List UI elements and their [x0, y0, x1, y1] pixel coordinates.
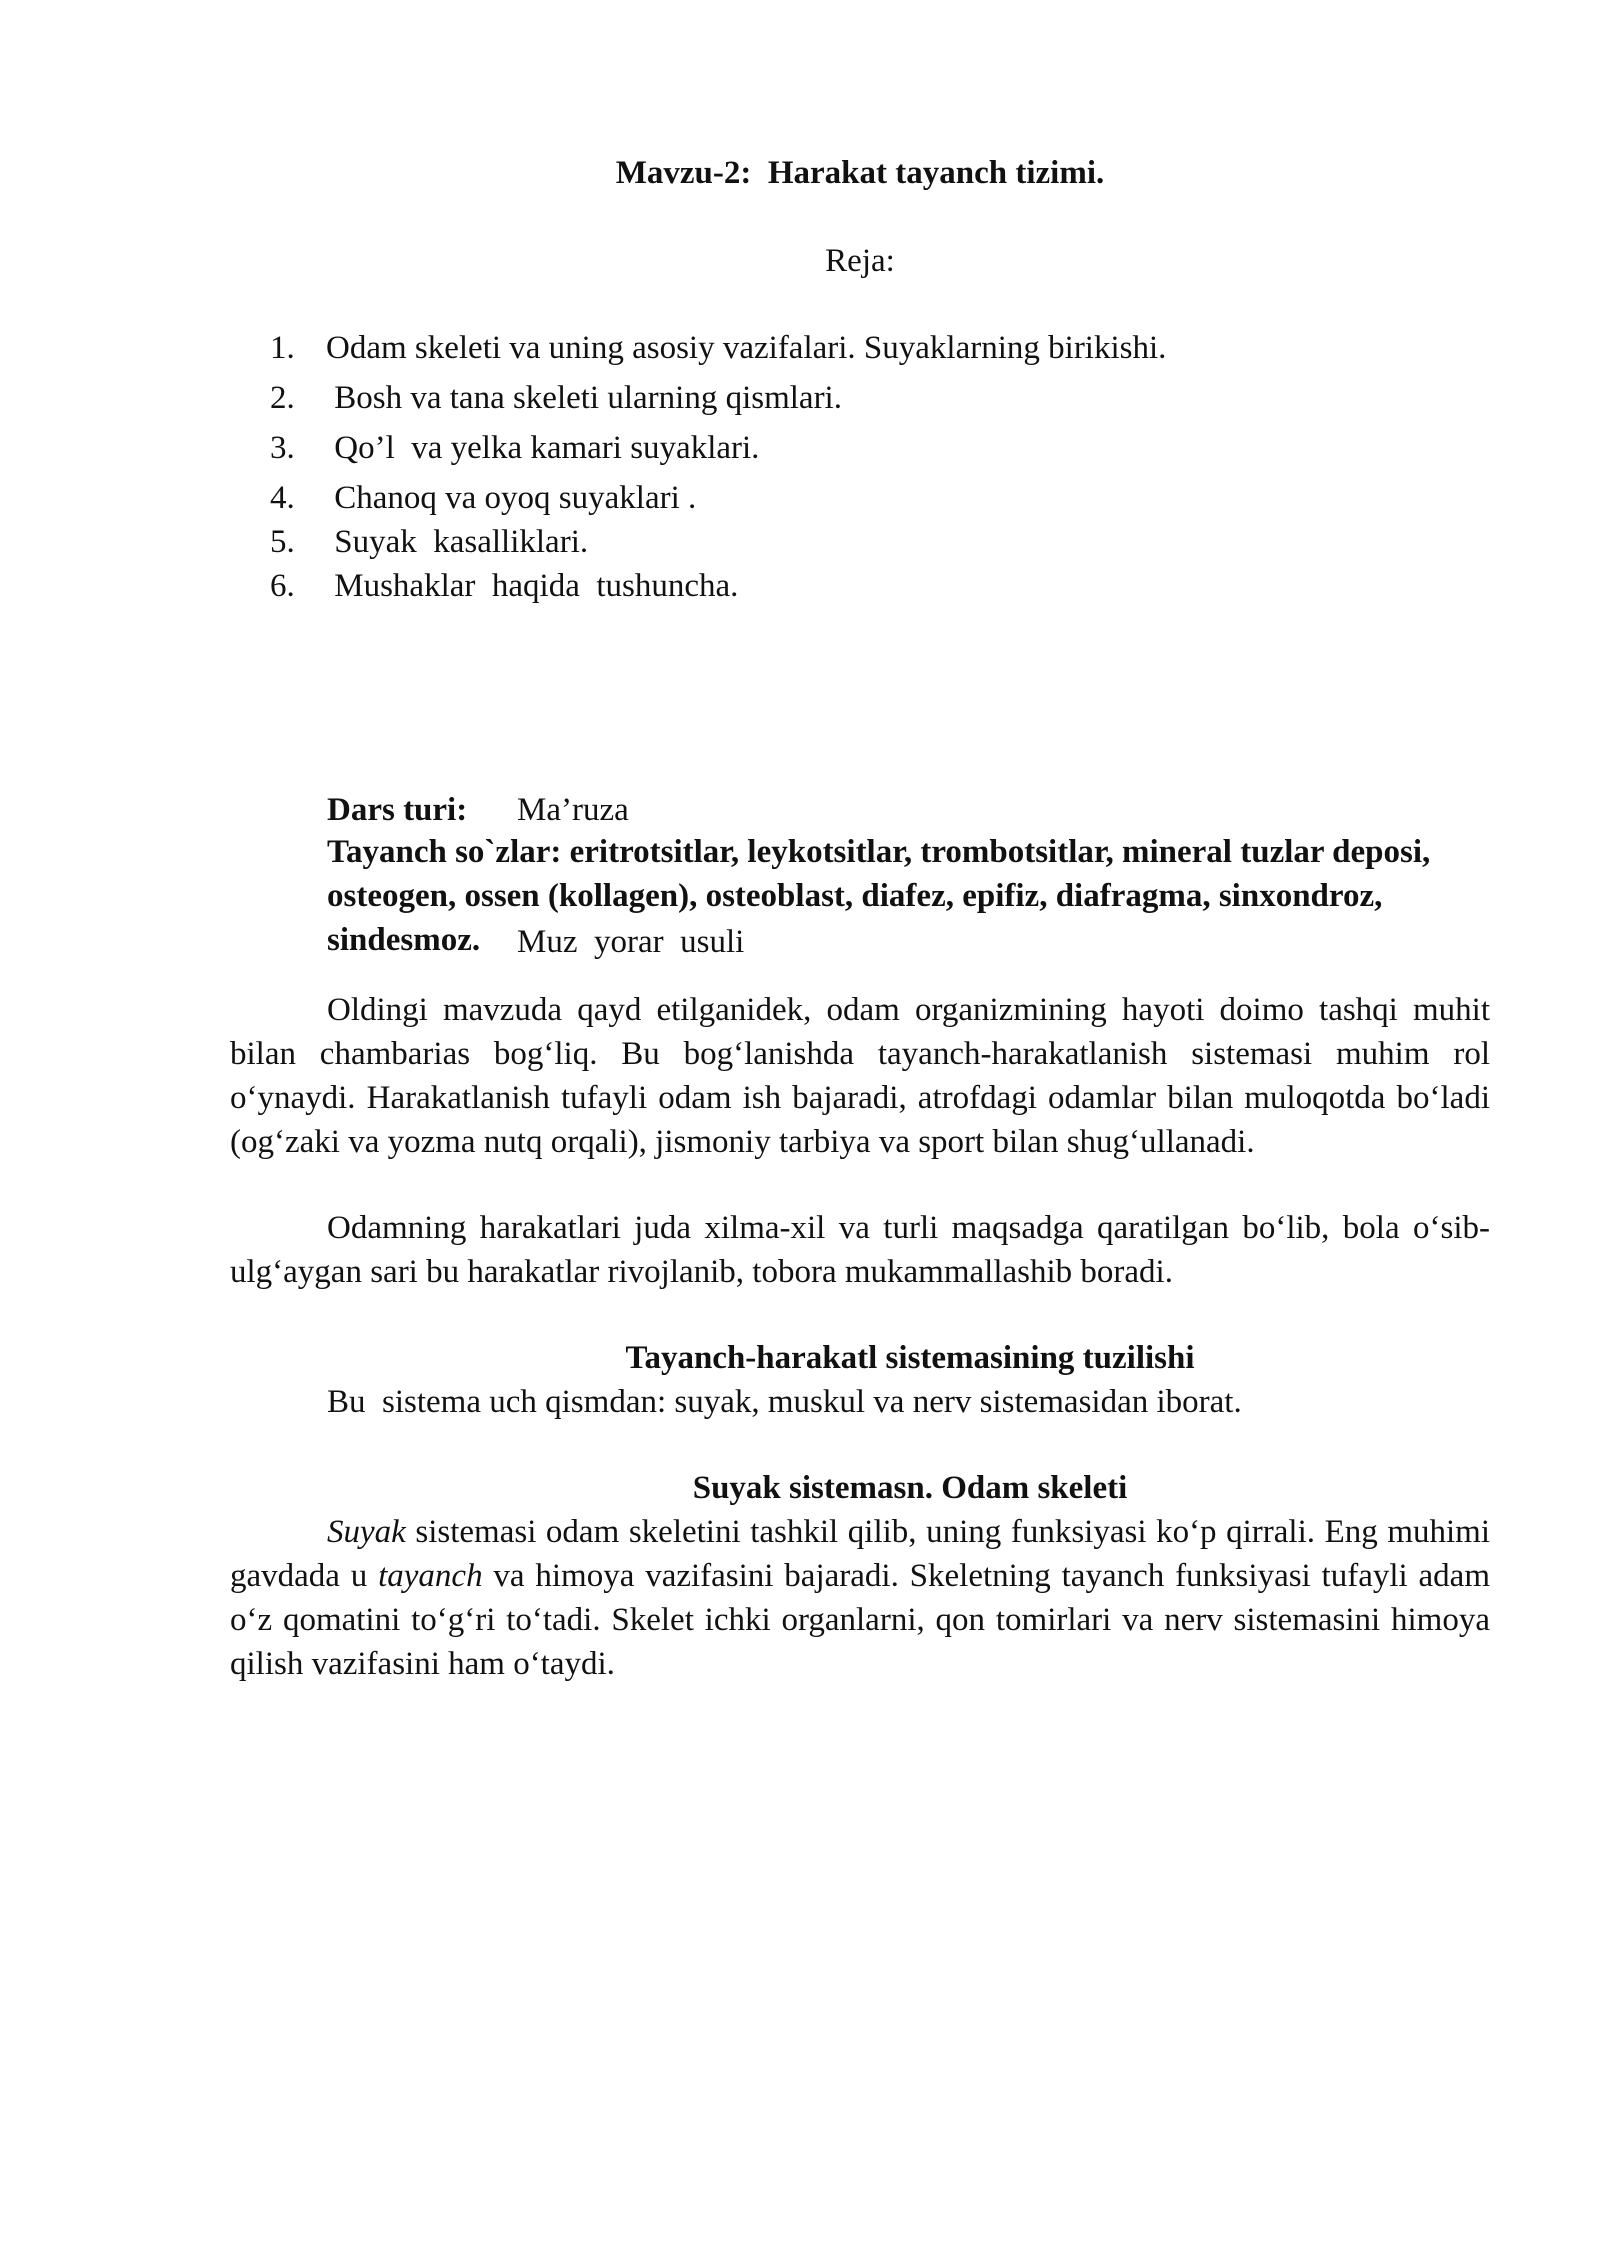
list-item: [270, 520, 1166, 564]
second-paragraph: [230, 1206, 1490, 1294]
list-number: 5.: [270, 524, 295, 560]
section-heading-structure: Tayanch-harakatl sistemasining tuzilishi: [625, 1340, 1195, 1376]
list-number: 6.: [270, 568, 295, 604]
document-title: Mavzu-2: Harakat tayanch tizimi.: [615, 155, 1105, 191]
lesson-type-value: Ma’ruza: [517, 792, 629, 828]
list-number: 1.: [270, 330, 295, 366]
second-paragraph-text: Odamning harakatlari juda xilma-xil va turli maqsadga qaratilgan bo‘lib, bola o‘sib-ulg‘aygan sari bu harakatlar rivojlanib, tobora mukammallashib boradi.: [230, 1210, 1490, 1290]
list-text: Suyak kasalliklari.: [326, 524, 589, 560]
list-number: 3.: [270, 430, 295, 466]
skeleton-text-part1: sistemasi odam skeletini tashkil qilib, uning funksiyasi ko‘p qirrali. Eng muhimi gavdada u: [230, 1514, 1490, 1594]
list-text: Odam skeleti va uning asosiy vazifalari. Suyaklarning birikishi.: [326, 330, 1167, 366]
list-text: Mushaklar haqida tushuncha.: [326, 568, 739, 604]
keywords-paragraph: Tayanch so`zlar: eritrotsitlar, leykotsitlar, trombotsitlar, mineral tuzlar deposi, osteogen, ossen (kollagen), osteoblast, diafez, epifiz, diafragma, sinxondroz, sindesmoz.: [327, 834, 1431, 958]
list-text: Chanoq va oyoq suyaklari .: [326, 480, 697, 516]
section-structure-text: Bu sistema uch qismdan: suyak, muskul va nerv sistemasidan iborat.: [327, 1384, 1242, 1420]
list-item: [270, 476, 1166, 520]
italic-term-tayanch: tayanch: [378, 1558, 483, 1594]
list-item: [270, 376, 1166, 420]
lesson-type-label: Dars turi:: [327, 792, 468, 828]
lesson-method-value: Muz yorar usuli: [517, 924, 745, 960]
list-text: Qo’l va yelka kamari suyaklari.: [326, 430, 760, 466]
italic-term-suyak: Suyak: [327, 1514, 406, 1550]
intro-paragraph-text: Oldingi mavzuda qayd etilganidek, odam organizmining hayoti doimo tashqi muhit bilan chambarias bog‘liq. Bu bog‘lanishda tayanch-harakatlanish sistemasi muhim rol o‘ynaydi. Harakatlanish tufayli odam ish bajaradi, atrofdagi odamlar bilan muloqotda bo‘ladi (og‘zaki va yozma nutq orqali), jismoniy tarbiya va sport bilan shug‘ullanadi.: [230, 992, 1490, 1160]
skeleton-text-part2: va himoya vazifasini bajaradi. Skeletning tayanch funksiyasi tufayli adam o‘z qomatini to‘g‘ri to‘tadi. Skelet ichki organlarni, qon tomirlari va nerv sistemasini himoya qilish vazifasini ham o‘taydi.: [230, 1558, 1490, 1682]
section-heading-skeleton: Suyak sistemasn. Odam skeleti: [692, 1470, 1128, 1506]
list-number: 2.: [270, 380, 295, 416]
skeleton-paragraph: [230, 1510, 1490, 1686]
plan-list: [270, 326, 1166, 608]
intro-paragraph: [230, 988, 1490, 1164]
list-number: 4.: [270, 480, 295, 516]
plan-heading: Reja:: [825, 243, 895, 279]
list-item: [270, 326, 1166, 370]
list-item: [270, 426, 1166, 470]
list-item: [270, 564, 1166, 608]
list-text: Bosh va tana skeleti ularning qismlari.: [326, 380, 842, 416]
